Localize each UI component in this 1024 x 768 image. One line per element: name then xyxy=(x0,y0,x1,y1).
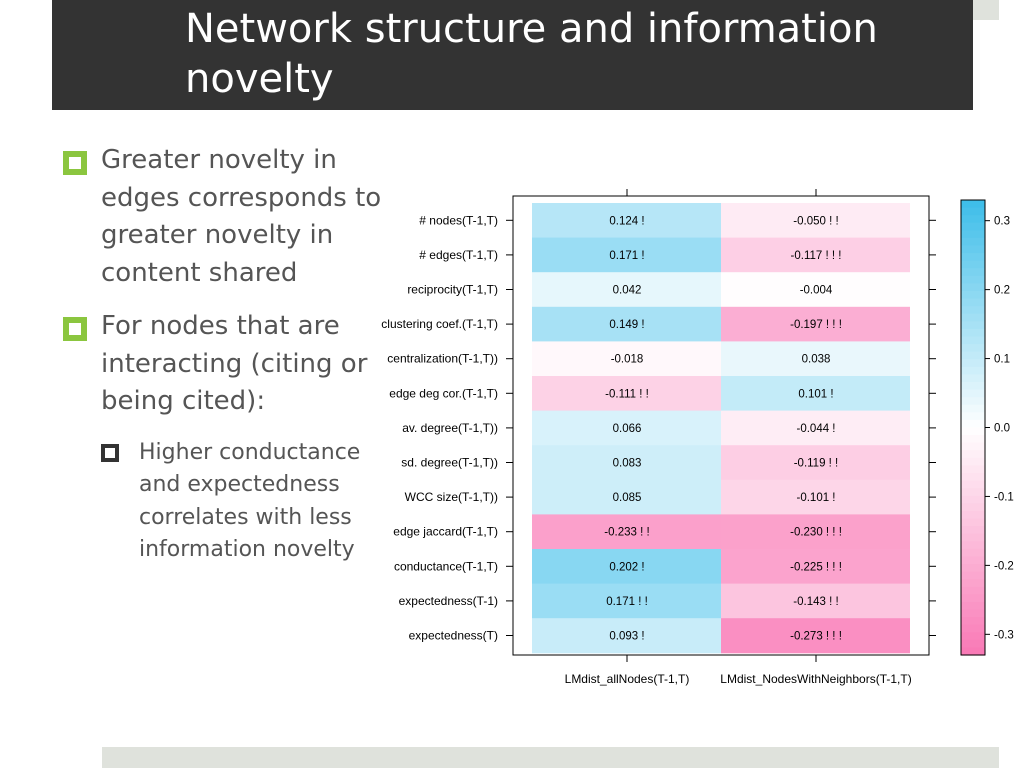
colorbar-segment xyxy=(961,223,985,231)
cell-label: -0.101 ! xyxy=(796,492,836,505)
colorbar-tick-label: -0.2 xyxy=(994,560,1014,573)
colorbar-tick-label: -0.1 xyxy=(994,491,1014,504)
colorbar-tick-label: 0.1 xyxy=(994,353,1010,366)
colorbar-segment xyxy=(961,564,985,572)
cell-label: 0.149 ! xyxy=(609,319,645,332)
column-label: LMdist_allNodes(T-1,T) xyxy=(564,672,690,686)
colorbar-segment xyxy=(961,374,985,382)
colorbar-segment xyxy=(961,572,985,580)
row-label: conductance(T-1,T) xyxy=(393,559,498,574)
row-label: # nodes(T-1,T) xyxy=(419,213,498,228)
colorbar-segment xyxy=(961,344,985,352)
row-label: av. degree(T-1,T)) xyxy=(402,420,498,435)
colorbar-segment xyxy=(961,246,985,254)
colorbar-segment xyxy=(961,481,985,489)
colorbar-segment xyxy=(961,526,985,534)
colorbar-segment xyxy=(961,299,985,307)
cell-label: -0.197 ! ! ! xyxy=(790,319,842,332)
row-label: edge deg cor.(T-1,T) xyxy=(389,386,498,401)
colorbar-tick-label: 0.0 xyxy=(994,422,1010,435)
row-label: WCC size(T-1,T)) xyxy=(404,490,498,505)
colorbar-segment xyxy=(961,640,985,648)
cell-label: -0.273 ! ! ! xyxy=(790,630,842,643)
colorbar-segment xyxy=(961,390,985,398)
colorbar-segment xyxy=(961,238,985,246)
cell-label: 0.124 ! xyxy=(609,215,645,228)
colorbar-segment xyxy=(961,208,985,216)
row-label: edge jaccard(T-1,T) xyxy=(393,524,498,539)
column-label: LMdist_NodesWithNeighbors(T-1,T) xyxy=(720,672,912,686)
colorbar-segment xyxy=(961,617,985,625)
row-label: expectedness(T-1) xyxy=(398,593,498,608)
colorbar-segment xyxy=(961,200,985,208)
colorbar-segment xyxy=(961,261,985,269)
cell-label: -0.225 ! ! ! xyxy=(790,561,842,574)
colorbar-segment xyxy=(961,253,985,261)
colorbar-segment xyxy=(961,314,985,322)
cell-label: -0.111 ! ! xyxy=(605,388,649,401)
cell-label: -0.050 ! ! xyxy=(793,215,839,228)
cell-label: -0.230 ! ! ! xyxy=(790,526,842,539)
cell-label: 0.038 xyxy=(801,353,831,366)
cell-label: 0.171 ! xyxy=(609,249,645,262)
cell-label: -0.004 xyxy=(799,284,833,297)
colorbar-segment xyxy=(961,276,985,284)
cell-label: 0.083 xyxy=(612,457,642,470)
colorbar-segment xyxy=(961,329,985,337)
cell-label: -0.233 ! ! xyxy=(604,526,650,539)
colorbar-segment xyxy=(961,594,985,602)
cell-label: 0.171 ! ! xyxy=(606,595,648,608)
colorbar-segment xyxy=(961,397,985,405)
colorbar-segment xyxy=(961,435,985,443)
colorbar-tick-label: -0.3 xyxy=(994,629,1014,642)
colorbar-segment xyxy=(961,541,985,549)
colorbar-segment xyxy=(961,503,985,511)
cell-label: 0.101 ! xyxy=(798,388,834,401)
colorbar-segment xyxy=(961,268,985,276)
colorbar-segment xyxy=(961,465,985,473)
row-label: reciprocity(T-1,T) xyxy=(407,282,498,297)
colorbar-segment xyxy=(961,443,985,451)
colorbar-segment xyxy=(961,428,985,436)
colorbar-segment xyxy=(961,587,985,595)
colorbar-segment xyxy=(961,556,985,564)
colorbar-segment xyxy=(961,412,985,420)
colorbar-segment xyxy=(961,647,985,655)
cell-label: 0.066 xyxy=(612,422,642,435)
row-label: sd. degree(T-1,T)) xyxy=(401,455,498,470)
colorbar-segment xyxy=(961,579,985,587)
colorbar-segment xyxy=(961,625,985,633)
colorbar-segment xyxy=(961,359,985,367)
colorbar-segment xyxy=(961,420,985,428)
cell-label: 0.042 xyxy=(612,284,642,297)
colorbar-segment xyxy=(961,405,985,413)
colorbar-segment xyxy=(961,610,985,618)
colorbar-segment xyxy=(961,473,985,481)
colorbar-segment xyxy=(961,367,985,375)
cell-label: 0.085 xyxy=(612,492,642,505)
colorbar-segment xyxy=(961,450,985,458)
colorbar-tick-label: 0.2 xyxy=(994,284,1010,297)
slide-title: Network structure and information novelty xyxy=(185,6,878,102)
colorbar-segment xyxy=(961,458,985,466)
cell-label: -0.044 ! xyxy=(796,422,836,435)
cell-label: 0.093 ! xyxy=(609,630,645,643)
colorbar-segment xyxy=(961,519,985,527)
bullet-text: For nodes that are interacting (citing or being cited): xyxy=(101,311,368,416)
colorbar-segment xyxy=(961,632,985,640)
colorbar-segment xyxy=(961,283,985,291)
row-label: centralization(T-1,T)) xyxy=(387,351,498,366)
cell-label: -0.119 ! ! xyxy=(793,457,839,470)
cell-label: -0.143 ! ! xyxy=(793,595,839,608)
colorbar-segment xyxy=(961,215,985,223)
row-label: expectedness(T) xyxy=(408,628,498,643)
cell-label: 0.202 ! xyxy=(609,561,645,574)
row-label: # edges(T-1,T) xyxy=(419,247,498,262)
colorbar-segment xyxy=(961,602,985,610)
bullet-text: Greater novelty in edges corresponds to greater novelty in content shared xyxy=(101,145,382,288)
colorbar-segment xyxy=(961,230,985,238)
colorbar-segment xyxy=(961,511,985,519)
colorbar-segment xyxy=(961,352,985,360)
colorbar-segment xyxy=(961,291,985,299)
row-label: clustering coef.(T-1,T) xyxy=(381,317,498,332)
cell-label: -0.018 xyxy=(610,353,644,366)
colorbar-segment xyxy=(961,534,985,542)
colorbar-segment xyxy=(961,496,985,504)
colorbar-tick-label: 0.3 xyxy=(994,215,1010,228)
cell-label: -0.117 ! ! ! xyxy=(790,249,842,262)
colorbar-segment xyxy=(961,549,985,557)
colorbar-segment xyxy=(961,488,985,496)
sub-bullet-text: Higher conductance and expectedness correlates with less information novelty xyxy=(139,439,361,562)
colorbar-segment xyxy=(961,321,985,329)
colorbar-segment xyxy=(961,382,985,390)
colorbar-segment xyxy=(961,337,985,345)
colorbar-segment xyxy=(961,306,985,314)
